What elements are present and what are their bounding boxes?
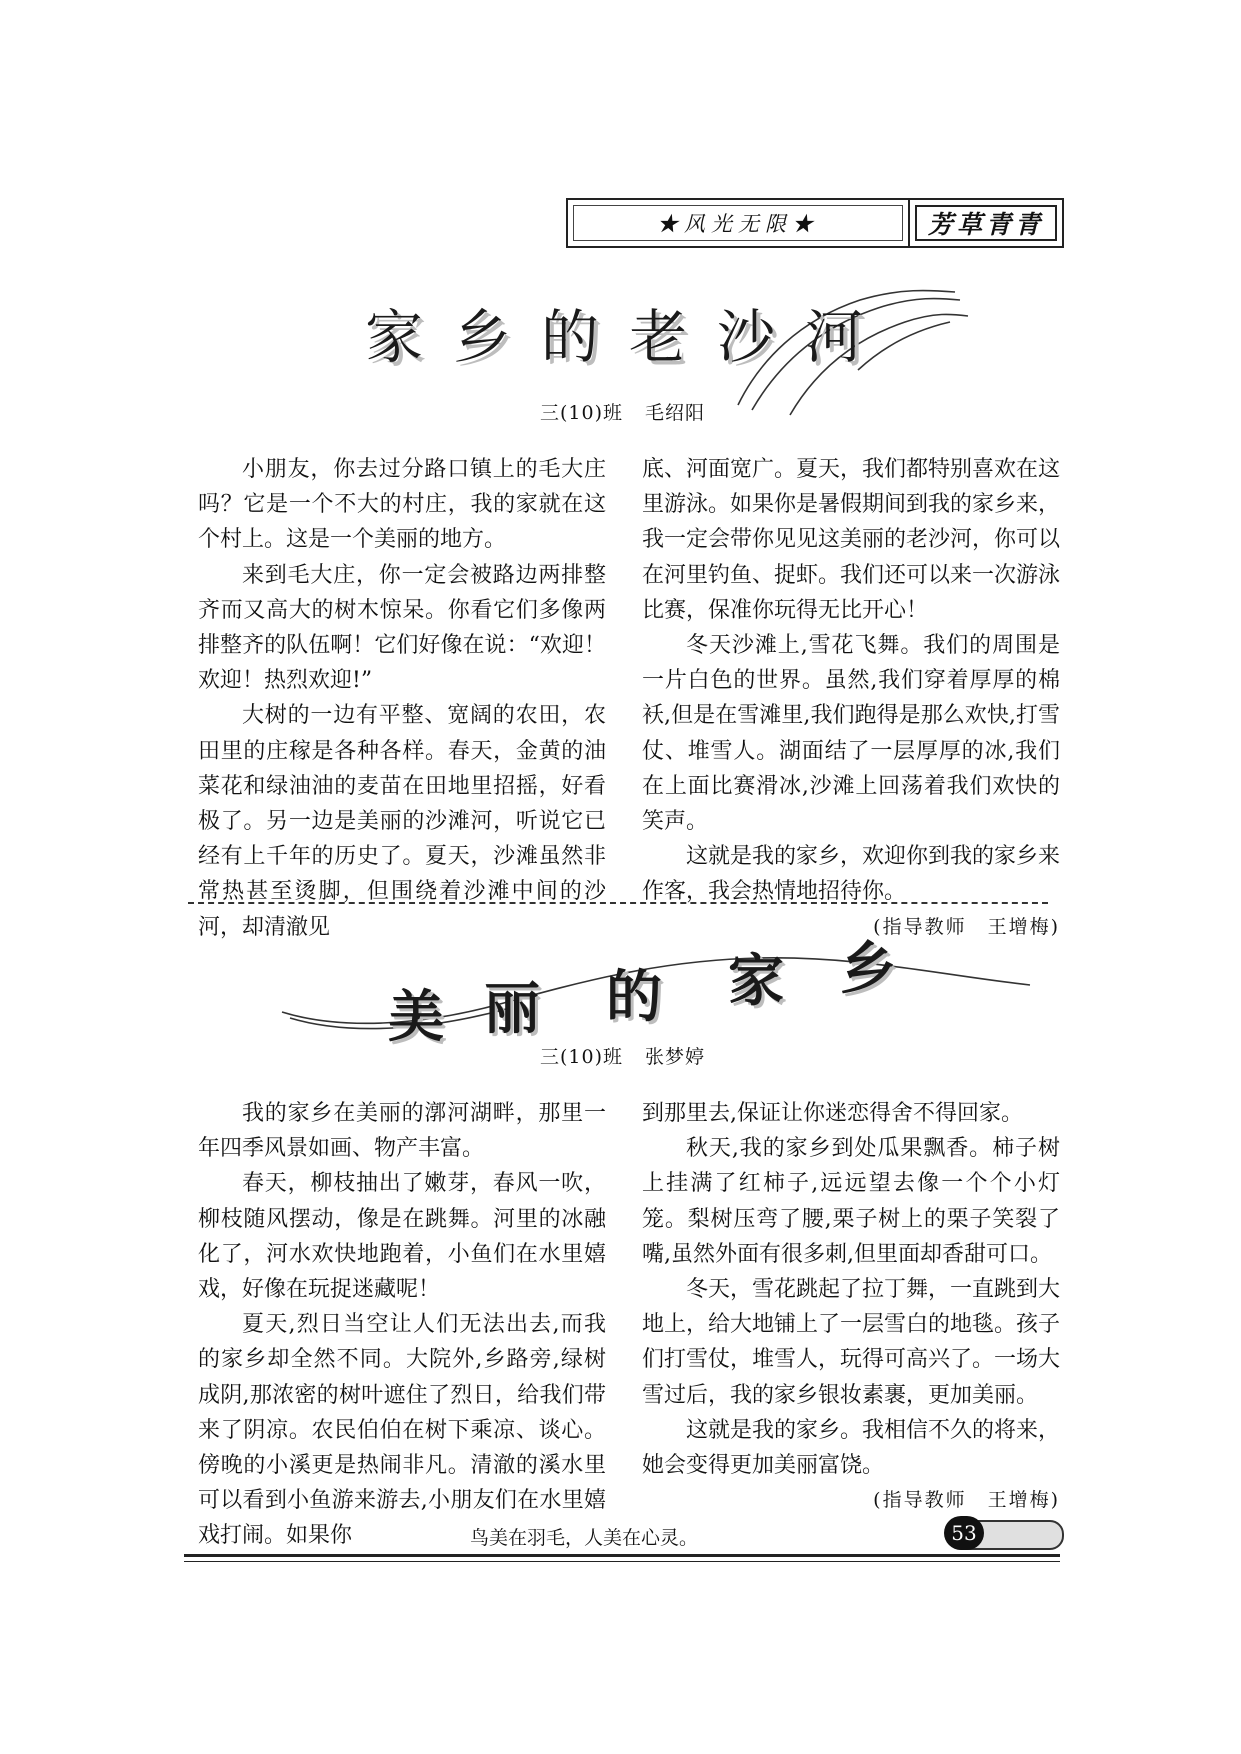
article2-title-char: 乡 — [840, 937, 896, 1002]
paragraph: 冬天，雪花跳起了拉丁舞，一直跳到大地上，给大地铺上了一层雪白的地毯。孩子们打雪仗，堆雪人，玩得可高兴了。一场大雪过后，我的家乡银妆素裹，更加美丽。 — [642, 1277, 1061, 1408]
article2-class: 三(10)班 — [540, 1046, 624, 1068]
article1-teacher-credit: (指导教师 王增梅) — [873, 915, 1060, 938]
article2-title-char: 的 — [606, 965, 662, 1030]
paragraph: 这就是我的家乡，欢迎你到我的家乡来作客，我会热情地招待你。 — [642, 844, 1061, 905]
paragraph: 春天，柳枝抽出了嫩芽，春风一吹，柳枝随风摆动，像是在跳舞。河里的冰融化了，河水欢快地跑着，小鱼们在水里嬉戏，好像在玩捉迷藏呢！ — [198, 1171, 606, 1303]
page-number: 53 — [944, 1516, 984, 1550]
article1-left-column — [198, 452, 606, 945]
article2-byline — [540, 1042, 705, 1069]
article2-title-char: 丽 — [484, 977, 540, 1042]
section-label: ★风光无限★ — [657, 212, 819, 236]
article2-left-column — [198, 1096, 606, 1554]
paragraph: 大树的一边有平整、宽阔的农田，农田里的庄稼是各种各样。春天，金黄的油菜花和绿油油的麦苗在田地里招摇，好看极了。另一边是美丽的沙滩河，听说它已经有上千年的历史了。夏天，沙滩虽然非常热甚至烫脚，但围绕着沙滩中间的沙河，却清澈见 — [198, 703, 606, 940]
article2-title-char: 家 — [728, 949, 784, 1014]
paragraph: 来到毛大庄，你一定会被路边两排整齐而又高大的树木惊呆。你看它们多像两排整齐的队伍啊！它们好像在说：“欢迎！欢迎！热烈欢迎!” — [198, 562, 606, 694]
article2-title-char: 美 — [388, 985, 444, 1050]
footer-rule-thick — [184, 1554, 1060, 1557]
paragraph: 到那里去,保证让你迷恋得舍不得回家。 — [642, 1101, 1023, 1126]
footer-motto: 鸟美在羽毛，人美在心灵。 — [470, 1527, 699, 1549]
article2-author: 张梦婷 — [645, 1046, 706, 1068]
column-name: 芳草青青 — [927, 210, 1044, 239]
article1-author: 毛绍阳 — [645, 402, 706, 424]
paragraph: 这就是我的家乡。我相信不久的将来，她会变得更加美丽富饶。 — [642, 1417, 1061, 1479]
article1-class: 三(10)班 — [540, 402, 624, 424]
paragraph: 夏天,烈日当空让人们无法出去,而我的家乡却全然不同。大院外,乡路旁,绿树成阴,那浓密的树叶遮住了烈日，给我们带来了阴凉。农民伯伯在树下乘凉、谈心。傍晚的小溪更是热闹非凡。清澈的溪水里可以看到小鱼游来游去,小朋友们在水里嬉戏打闹。如果你 — [198, 1312, 606, 1549]
article2-right-column — [642, 1096, 1060, 1518]
paragraph: 冬天沙滩上,雪花飞舞。我们的周围是一片白色的世界。虽然,我们穿着厚厚的棉袄,但是在雪滩里,我们跑得是那么欢快,打雪仗、堆雪人。湖面结了一层厚厚的冰,我们在上面比赛滑冰,沙滩上回荡着我们欢快的笑声。 — [642, 633, 1060, 835]
paragraph: 我的家乡在美丽的漷河湖畔，那里一年四季风景如画、物产丰富。 — [198, 1101, 606, 1162]
article2-teacher-credit: (指导教师 王增梅) — [873, 1489, 1060, 1512]
paragraph: 秋天,我的家乡到处瓜果飘香。柿子树上挂满了红柿子,远远望去像一个个小灯笼。梨树压弯了腰,栗子树上的栗子笑裂了嘴,虽然外面有很多刺,但里面却香甜可口。 — [642, 1136, 1060, 1267]
article1-title: 家乡的老沙河 — [365, 303, 894, 371]
footer-rule-thin — [184, 1561, 1060, 1562]
article1-right-column — [642, 452, 1060, 945]
section-banner — [566, 198, 910, 248]
paragraph: 小朋友，你去过分路口镇上的毛大庄吗？它是一个不大的村庄，我的家就在这个村上。这是一个美丽的地方。 — [198, 457, 606, 553]
column-banner — [908, 198, 1064, 248]
article2-title — [388, 925, 896, 1050]
article1-byline — [540, 398, 705, 425]
paragraph: 底、河面宽广。夏天，我们都特别喜欢在这里游泳。如果你是暑假期间到我的家乡来，我一定会带你见见这美丽的老沙河，你可以在河里钓鱼、捉虾。我们还可以来一次游泳比赛，保准你玩得无比开心！ — [642, 457, 1061, 623]
article-divider — [188, 902, 1048, 904]
